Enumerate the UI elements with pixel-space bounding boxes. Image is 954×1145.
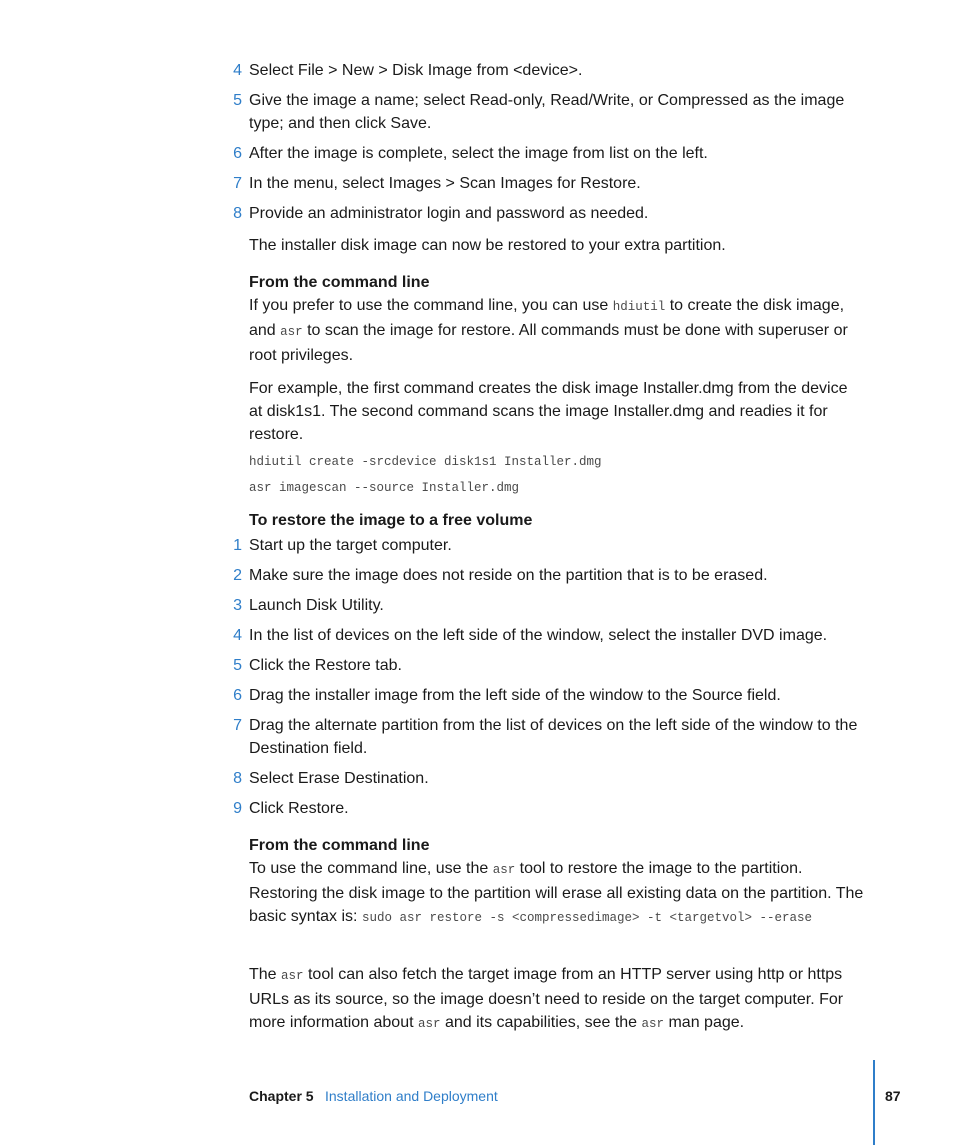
step-number: 7	[233, 175, 242, 192]
step-text: Click Restore.	[249, 800, 349, 817]
step-text: Select File > New > Disk Image from <device>.	[249, 62, 583, 79]
text-run: To use the command line, use the	[249, 860, 493, 877]
inline-code: sudo asr restore -s <compressedimage> -t <targetvol> --erase	[361, 911, 813, 925]
step-text: Provide an administrator login and password as needed.	[249, 205, 649, 222]
code-line: asr imagescan --source Installer.dmg	[249, 481, 520, 495]
inline-code: asr	[641, 1017, 665, 1031]
step-text: Drag the installer image from the left side of the window to the Source field.	[249, 687, 781, 704]
list-item	[233, 624, 864, 647]
list-item	[233, 142, 864, 165]
step-text: Drag the alternate partition from the list of devices on the left side of the window to the Destination field.	[249, 717, 858, 757]
step-text: Launch Disk Utility.	[249, 597, 384, 614]
step-number: 5	[233, 92, 242, 109]
list-item	[233, 797, 864, 820]
text-run: man page.	[664, 1014, 745, 1031]
section-heading: From the command line	[249, 837, 430, 854]
step-number: 4	[233, 627, 242, 644]
inline-code: asr	[281, 969, 304, 983]
step-number: 8	[233, 770, 242, 787]
list-item	[233, 714, 864, 760]
list-item	[233, 89, 864, 135]
step-number: 2	[233, 567, 242, 584]
step-number: 3	[233, 597, 242, 614]
step-text: Give the image a name; select Read-only, Read/Write, or Compressed as the image type; and then click Save.	[249, 92, 845, 132]
list-item	[233, 534, 864, 557]
list-item	[233, 684, 864, 707]
text-run: The	[249, 966, 282, 983]
paragraph: For example, the first command creates the disk image Installer.dmg from the device at disk1s1. The second command scans the image Installer.dmg and readies it for restore.	[249, 380, 848, 443]
code-line: hdiutil create -srcdevice disk1s1 Installer.dmg	[249, 455, 602, 469]
list-item	[233, 654, 864, 677]
inline-code: hdiutil	[612, 300, 666, 314]
step-text: Start up the target computer.	[249, 537, 452, 554]
step-number: 6	[233, 145, 242, 162]
step-text: Make sure the image does not reside on the partition that is to be erased.	[249, 567, 768, 584]
section-heading: From the command line	[249, 274, 430, 291]
list-item	[233, 564, 864, 587]
paragraph	[249, 963, 864, 1036]
step-text: Click the Restore tab.	[249, 657, 402, 674]
text-run: to create the disk image, and	[249, 297, 845, 339]
footer-chapter: Chapter 5	[249, 1088, 314, 1104]
step-number: 6	[233, 687, 242, 704]
step-number: 5	[233, 657, 242, 674]
step-text: Select Erase Destination.	[249, 770, 429, 787]
text-run: to scan the image for restore. All commands must be done with superuser or root privileges.	[249, 322, 848, 364]
step-text: In the list of devices on the left side of the window, select the installer DVD image.	[249, 627, 828, 644]
text-run: and its capabilities, see the	[440, 1014, 642, 1031]
text-run: tool to restore the image to the partition. Restoring the disk image to the partition will erase all existing data on the partition. The basic syntax is:	[249, 860, 864, 925]
inline-code: asr	[417, 1017, 441, 1031]
step-number: 8	[233, 205, 242, 222]
step-number: 1	[233, 537, 242, 554]
step-text: In the menu, select Images > Scan Images for Restore.	[249, 175, 641, 192]
result-note: The installer disk image can now be restored to your extra partition.	[249, 237, 726, 254]
footer-chapter-title[interactable]: Installation and Deployment	[325, 1088, 498, 1104]
list-item	[233, 59, 864, 82]
step-text: After the image is complete, select the image from list on the left.	[249, 145, 708, 162]
list-item	[233, 594, 864, 617]
list-item	[233, 202, 864, 225]
list-item	[233, 172, 864, 195]
section-heading: To restore the image to a free volume	[249, 512, 533, 529]
step-number: 9	[233, 800, 242, 817]
text-run: If you prefer to use the command line, you can use	[249, 297, 613, 314]
page-number: 87	[885, 1088, 901, 1104]
text-run: tool can also fetch the target image from an HTTP server using http or https URLs as its source, so the image doesn’t need to reside on the target computer. For more information about	[249, 966, 844, 1031]
step-number: 4	[233, 62, 242, 79]
inline-code: asr	[280, 325, 303, 339]
paragraph	[249, 857, 864, 930]
footer-divider	[873, 1060, 875, 1145]
step-number: 7	[233, 717, 242, 734]
list-item	[233, 767, 864, 790]
inline-code: asr	[492, 863, 516, 877]
paragraph	[249, 294, 864, 367]
